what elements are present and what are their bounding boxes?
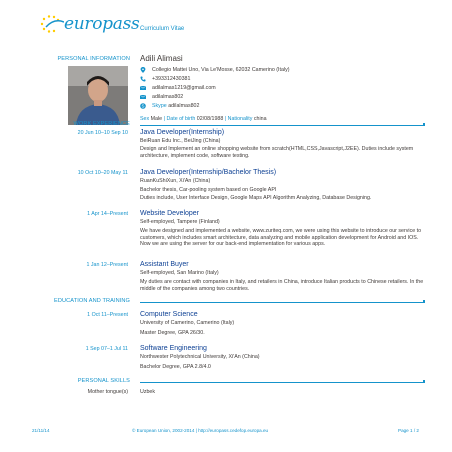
email-icon xyxy=(140,85,146,91)
section-divider xyxy=(140,382,425,383)
phone-text[interactable]: +393312430381 xyxy=(152,76,191,82)
eu-stars-icon xyxy=(38,14,64,34)
job-description: My duties are contact with companies in Italy, and retailers in China, introduce Italian products to Chinese retailers. In the middle of the companies among two countries. xyxy=(140,279,424,292)
job-dates: 20 Jun 10–10 Sep 10 xyxy=(77,130,128,136)
job-title: Website Developer xyxy=(140,210,200,217)
section-label-skills: PERSONAL SKILLS xyxy=(77,378,130,384)
mother-tongue-value: Uzbek xyxy=(140,389,156,395)
footer-date: 21/11/14 xyxy=(32,428,50,433)
footer-page-number: Page 1 / 2 xyxy=(398,428,419,433)
job-description: Design and Implement an online shopping website from scratch(HTML,CSS,Javascript,J2EE). Duties include system architecture, implement code, software testing. xyxy=(140,146,414,159)
logo-text: europass xyxy=(64,14,140,34)
phone-icon xyxy=(140,76,146,82)
job-description: We have designed and implemented a website, www.zuriteq.com, we were using this website to introduce our service to customers, which includes smart architecture, data analyzing and mobile application development for Android and IOS. Now we are using the server for our back-end implementation for various apps. xyxy=(140,228,422,248)
edu-dates: 1 Oct 11–Present xyxy=(87,312,128,318)
job-description-line: Duties include, User Interface Design, Google Maps API Algorithm Analyzing, Database Designing. xyxy=(140,195,372,201)
job-title: Java Developer(Internship) xyxy=(140,129,225,136)
edu-org: University of Camerino, Camerino (Italy) xyxy=(140,320,235,326)
email-icon xyxy=(140,94,146,100)
edu-degree: Master Degree, GPA 26/30. xyxy=(140,330,205,336)
edu-dates: 1 Sep 07–1 Jul 11 xyxy=(85,346,128,352)
email-row-2 xyxy=(140,94,183,100)
edu-org: Northwester Polytechnical University, Xi'An (China) xyxy=(140,354,260,360)
document-type: Curriculum Vitae xyxy=(140,26,185,32)
job-dates: 1 Jan 12–Present xyxy=(86,262,128,268)
job-dates: 10 Oct 10–20 May 11 xyxy=(77,170,128,176)
section-label-education: EDUCATION AND TRAINING xyxy=(54,298,130,304)
skype-label: Skype xyxy=(152,103,167,109)
address-text: Collegio Mattei Uno, Via Le'Mosse, 62032 Camerino (Italy) xyxy=(152,67,290,73)
email-text-1[interactable]: adilalmas1219@gmail.com xyxy=(152,85,216,91)
job-employer: Self-employed, Tampere (Finland) xyxy=(140,219,220,225)
job-title: Java Developer(Internship/Bachelor Thesis) xyxy=(140,169,277,176)
phone-row xyxy=(140,76,190,82)
job-title: Assistant Buyer xyxy=(140,261,189,268)
email-text-2[interactable]: adilalmas802 xyxy=(152,94,184,100)
skype-icon xyxy=(140,103,146,109)
section-label-personal: PERSONAL INFORMATION xyxy=(57,56,130,62)
edu-title: Software Engineering xyxy=(140,345,207,352)
europass-logo xyxy=(38,14,139,34)
job-description-line: Bachelor thesis, Car-pooling system based on Google API xyxy=(140,187,277,193)
footer-copyright[interactable]: © European Union, 2002-2014 | http://europass.cedefop.europa.eu xyxy=(132,428,269,433)
job-employer: RuanKuShiXun, Xi'An (China) xyxy=(140,178,211,184)
section-divider xyxy=(140,125,425,126)
job-employer: BeiRuan Edu Inc., BeiJing (China) xyxy=(140,138,221,144)
profile-photo xyxy=(68,66,128,125)
address-icon xyxy=(140,67,146,73)
section-divider xyxy=(140,302,425,303)
person-name: Adili Alimasi xyxy=(140,54,183,63)
mother-tongue-label: Mother tongue(s) xyxy=(87,389,128,395)
edu-title: Computer Science xyxy=(140,311,198,318)
skype-row xyxy=(140,103,199,109)
job-dates: 1 Apr 14–Present xyxy=(87,211,128,217)
section-label-work: WORK EXPERIENCE xyxy=(73,121,130,127)
skype-text[interactable]: adilalmas802 xyxy=(168,103,200,109)
edu-degree: Bachelor Degree, GPA 2.8/4.0 xyxy=(140,364,211,370)
job-employer: Self-employed, San Marino (Italy) xyxy=(140,270,219,276)
address-row xyxy=(140,67,290,73)
svg-text:S: S xyxy=(141,103,145,109)
email-row-1 xyxy=(140,85,216,91)
personal-details-row: Sex Male | Date of birth 02/08/1988 | Nationality china xyxy=(140,116,267,122)
